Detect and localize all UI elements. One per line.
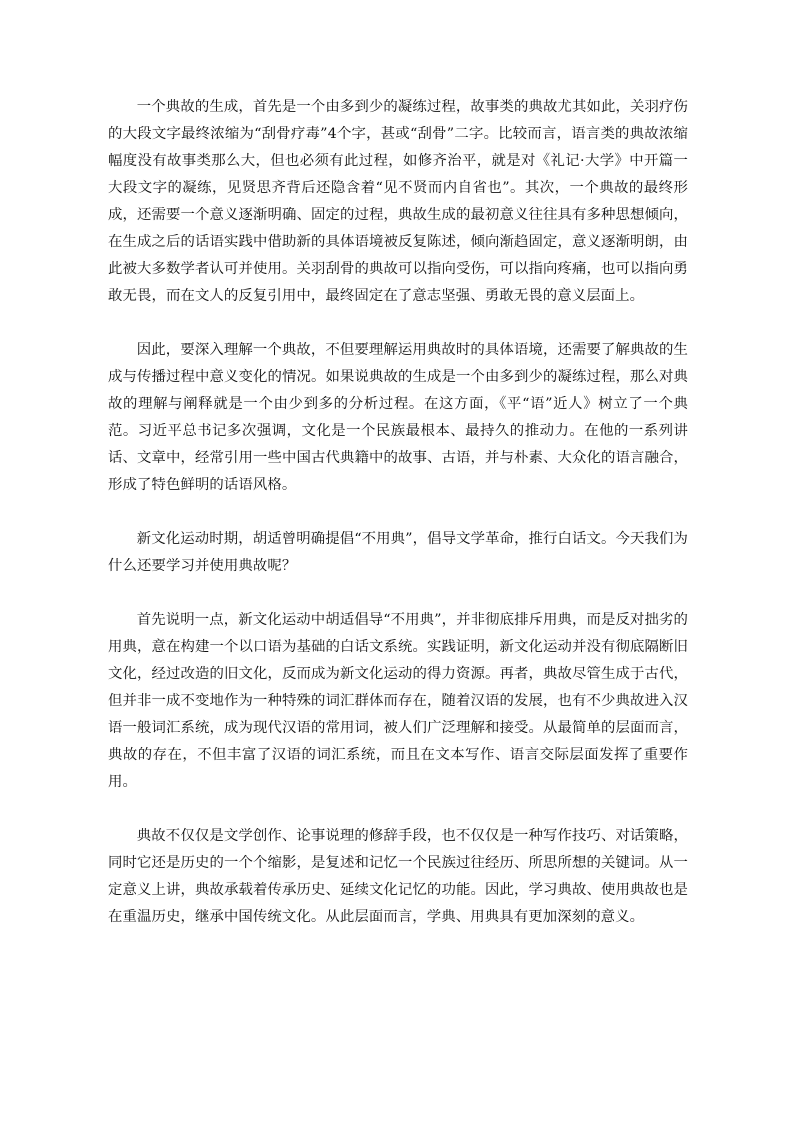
paragraph-5: 典故不仅仅是文学创作、论事说理的修辞手段，也不仅仅是一种写作技巧、对话策略，同时它还是历史的一个个缩影，是复述和记忆一个民族过往经历、所思所想的关键词。从一定意义上讲，典故承载着传承历史、延续文化记忆的功能。因此，学习典故、使用典故也是在重温历史，继承中国传统文化。从此层面而言，学典、用典具有更加深刻的意义。 [108,828,688,925]
document-body [108,94,688,958]
paragraph-4: 首先说明一点，新文化运动中胡适倡导“不用典”，并非彻底排斥用典，而是反对拙劣的用典，意在构建一个以口语为基础的白话文系统。实践证明，新文化运动并没有彻底隔断旧文化，经过改造的旧文化，反而成为新文化运动的得力资源。再者，典故尽管生成于古代，但并非一成不变地作为一种特殊的词汇群体而存在，随着汉语的发展，也有不少典故进入汉语一般词汇系统，成为现代汉语的常用词，被人们广泛理解和接受。从最简单的层面而言，典故的存在，不但丰富了汉语的词汇系统，而且在文本写作、语言交际层面发挥了重要作用。 [108,612,688,790]
paragraph-3: 新文化运动时期，胡适曾明确提倡“不用典”，倡导文学革命，推行白话文。今天我们为什么还要学习并使用典故呢？ [108,531,688,574]
paragraph-2: 因此，要深入理解一个典故，不但要理解运用典故时的具体语境，还需要了解典故的生成与传播过程中意义变化的情况。如果说典故的生成是一个由多到少的凝练过程，那么对典故的理解与阐释就是一个由少到多的分析过程。在这方面，《平“语”近人》树立了一个典范。习近平总书记多次强调，文化是一个民族最根本、最持久的推动力。在他的一系列讲话、文章中，经常引用一些中国古代典籍中的故事、古语，并与朴素、大众化的语言融合，形成了特色鲜明的话语风格。 [108,342,688,493]
paragraph-1: 一个典故的生成，首先是一个由多到少的凝练过程，故事类的典故尤其如此，关羽疗伤的大段文字最终浓缩为“刮骨疗毒”4个字，甚或“刮骨”二字。比较而言，语言类的典故浓缩幅度没有故事类那么大，但也必须有此过程，如修齐治平，就是对《礼记·大学》中开篇一大段文字的凝练，见贤思齐背后还隐含着“见不贤而内自省也”。其次，一个典故的最终形成，还需要一个意义逐渐明确、固定的过程，典故生成的最初意义往往具有多种思想倾向，在生成之后的话语实践中借助新的具体语境被反复陈述，倾向渐趋固定，意义逐渐明朗，由此被大多数学者认可并使用。关羽刮骨的典故可以指向受伤，可以指向疼痛，也可以指向勇敢无畏，而在文人的反复引用中，最终固定在了意志坚强、勇敢无畏的意义层面上。 [108,99,688,304]
